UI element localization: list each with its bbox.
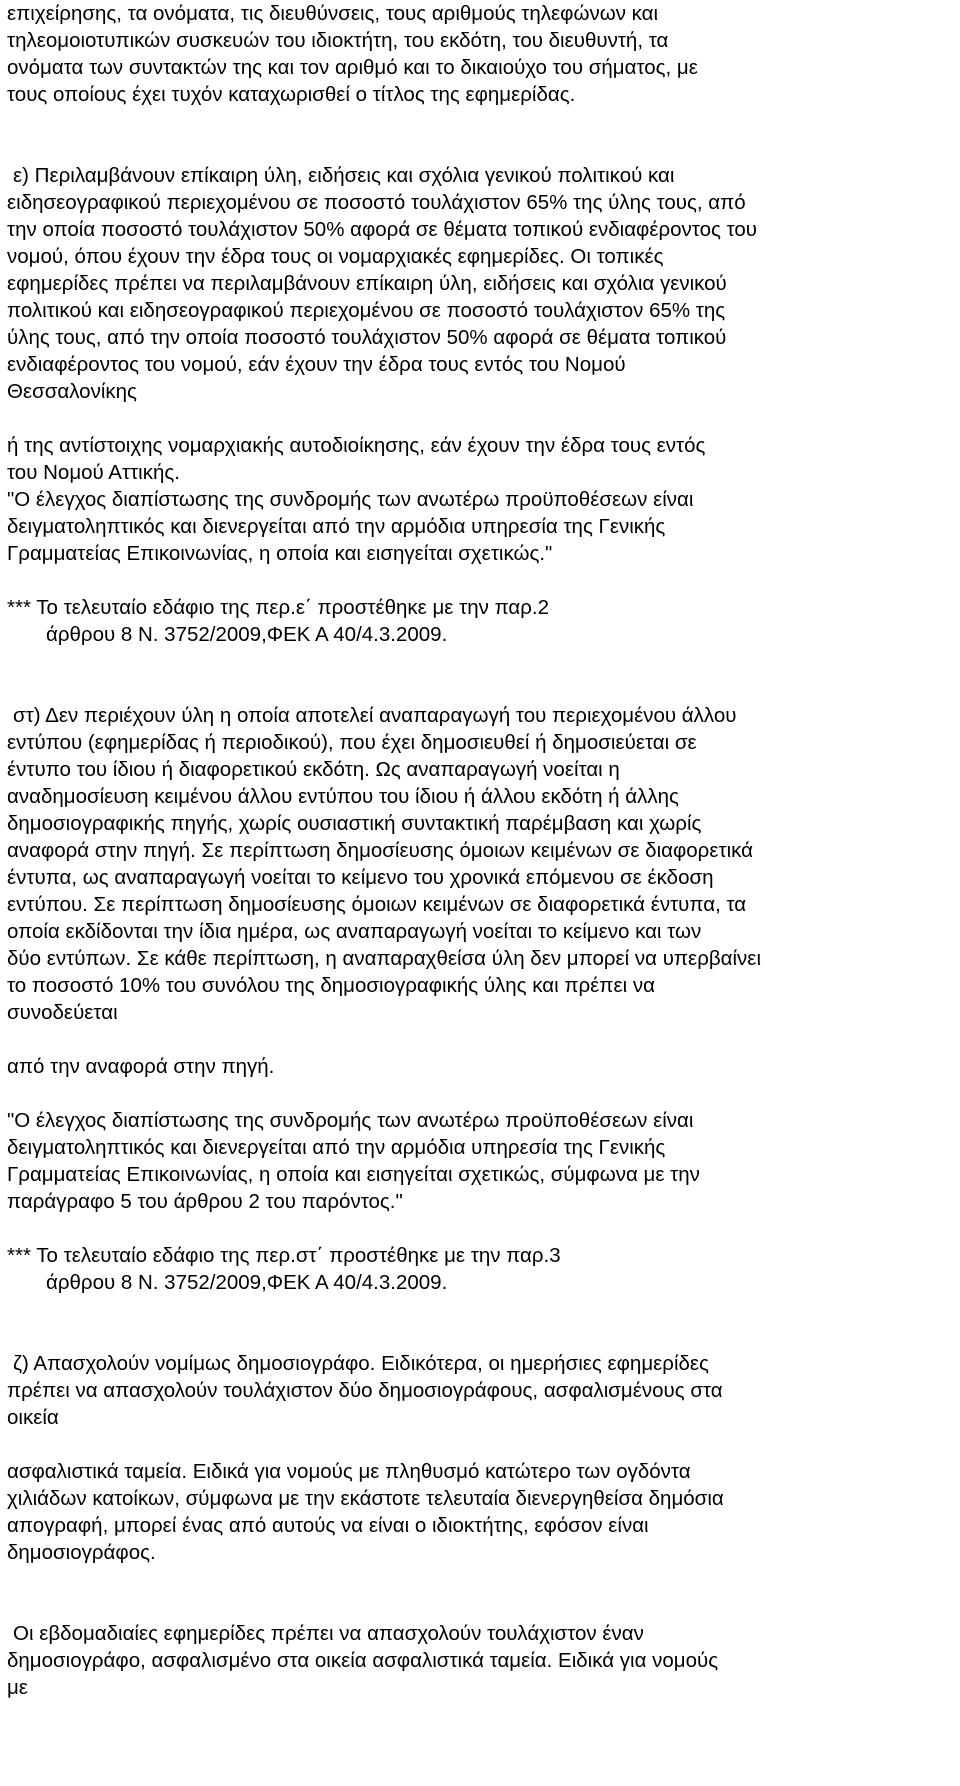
text-line: έντυπο του ίδιου ή διαφορετικού εκδότη. Ως αναπαραγωγή νοείται η (7, 758, 620, 781)
text-line: ύλης τους, από την οποία ποσοστό τουλάχιστον 50% αφορά σε θέματα τοπικού (7, 326, 727, 349)
text-line: ασφαλιστικά ταμεία. Ειδικά για νομούς με πληθυσμό κατώτερο των ογδόντα (7, 1460, 691, 1483)
text-line: ενδιαφέροντος του νομού, εάν έχουν την έδρα τους εντός του Νομού (7, 353, 626, 376)
text-line: Οι εβδομαδιαίες εφημερίδες πρέπει να απασχολούν τουλάχιστον έναν (13, 1622, 644, 1645)
text-line: οποία εκδίδονται την ίδια ημέρα, ως αναπαραγωγή νοείται το κείμενο και των (7, 920, 702, 943)
text-line: εντύπου (εφημερίδας ή περιοδικού), που έχει δημοσιευθεί ή δημοσιεύεται σε (7, 731, 697, 754)
text-line: ή της αντίστοιχης νομαρχιακής αυτοδιοίκησης, εάν έχουν την έδρα τους εντός (7, 434, 706, 457)
text-line: την οποία ποσοστό τουλάχιστον 50% αφορά σε θέματα τοπικού ενδιαφέροντος του (7, 218, 758, 241)
amendment-note: *** Το τελευταίο εδάφιο της περ.στ΄ προστέθηκε με την παρ.3 (7, 1244, 561, 1267)
text-line: εφημερίδες πρέπει να περιλαμβάνουν επίκαιρη ύλη, ειδήσεις και σχόλια γενικού (7, 272, 727, 295)
text-line: δημοσιογραφικής πηγής, χωρίς ουσιαστική συντακτική παρέμβαση και χωρίς (7, 812, 702, 835)
text-line: παράγραφο 5 του άρθρου 2 του παρόντος." (7, 1190, 403, 1213)
text-line: "Ο έλεγχος διαπίστωσης της συνδρομής των ανωτέρω προϋποθέσεων είναι (7, 1109, 694, 1132)
text-line: εντύπου. Σε περίπτωση δημοσίευσης όμοιων κειμένων σε διαφορετικά έντυπα, τα (7, 893, 747, 916)
text-line: δημοσιογράφος. (7, 1541, 156, 1564)
text-line: Θεσσαλονίκης (7, 380, 137, 403)
amendment-note: άρθρου 8 Ν. 3752/2009,ΦΕΚ Α 40/4.3.2009. (46, 623, 448, 646)
text-line: επιχείρησης, τα ονόματα, τις διευθύνσεις, τους αριθμούς τηλεφώνων και (7, 2, 659, 25)
text-line: πολιτικού και ειδησεογραφικού περιεχομένου σε ποσοστό τουλάχιστον 65% της (7, 299, 726, 322)
text-line: συνοδεύεται (7, 1001, 118, 1024)
text-line: απογραφή, μπορεί ένας από αυτούς να είναι ο ιδιοκτήτης, εφόσον είναι (7, 1514, 649, 1537)
text-line: το ποσοστό 10% του συνόλου της δημοσιογραφικής ύλης και πρέπει να (7, 974, 655, 997)
text-line: νομού, όπου έχουν την έδρα τους οι νομαρχιακές εφημερίδες. Οι τοπικές (7, 245, 664, 268)
text-line: ειδησεογραφικού περιεχομένου σε ποσοστό τουλάχιστον 65% της ύλης τους, από (7, 191, 746, 214)
amendment-note: *** Το τελευταίο εδάφιο της περ.ε΄ προστέθηκε με την παρ.2 (7, 596, 550, 619)
text-line: ζ) Απασχολούν νομίμως δημοσιογράφο. Ειδικότερα, οι ημερήσιες εφημερίδες (13, 1352, 709, 1375)
text-line: οικεία (7, 1406, 59, 1429)
text-line: στ) Δεν περιέχουν ύλη η οποία αποτελεί αναπαραγωγή του περιεχομένου άλλου (13, 704, 737, 727)
amendment-note: άρθρου 8 Ν. 3752/2009,ΦΕΚ Α 40/4.3.2009. (46, 1271, 448, 1294)
text-line: του Νομού Αττικής. (7, 461, 180, 484)
text-line: δημοσιογράφο, ασφαλισμένο στα οικεία ασφαλιστικά ταμεία. Ειδικά για νομούς (7, 1649, 719, 1672)
text-line: ε) Περιλαμβάνουν επίκαιρη ύλη, ειδήσεις και σχόλια γενικού πολιτικού και (13, 164, 675, 187)
text-line: χιλιάδων κατοίκων, σύμφωνα με την εκάστοτε τελευταία διενεργηθείσα δημόσια (7, 1487, 724, 1510)
text-line: τηλεομοιοτυπικών συσκευών του ιδιοκτήτη, του εκδότη, του διευθυντή, τα (7, 29, 669, 52)
text-line: έντυπα, ως αναπαραγωγή νοείται το κείμενο του χρονικά επόμενου σε έκδοση (7, 866, 714, 889)
text-line: από την αναφορά στην πηγή. (7, 1055, 275, 1078)
text-line: δειγματοληπτικός και διενεργείται από την αρμόδια υπηρεσία της Γενικής (7, 515, 666, 538)
text-line: δύο εντύπων. Σε κάθε περίπτωση, η αναπαραχθείσα ύλη δεν μπορεί να υπερβαίνει (7, 947, 761, 970)
text-line: Γραμματείας Επικοινωνίας, η οποία και εισηγείται σχετικώς." (7, 542, 553, 565)
text-line: με (7, 1676, 28, 1699)
text-line: "Ο έλεγχος διαπίστωσης της συνδρομής των ανωτέρω προϋποθέσεων είναι (7, 488, 694, 511)
text-line: ονόματα των συντακτών της και τον αριθμό και το δικαιούχο του σήματος, με (7, 56, 698, 79)
text-line: Γραμματείας Επικοινωνίας, η οποία και εισηγείται σχετικώς, σύμφωνα με την (7, 1163, 700, 1186)
text-line: πρέπει να απασχολούν τουλάχιστον δύο δημοσιογράφους, ασφαλισμένους στα (7, 1379, 723, 1402)
text-line: αναδημοσίευση κειμένου άλλου εντύπου του ίδιου ή άλλου εκδότη ή άλλης (7, 785, 679, 808)
text-line: δειγματοληπτικός και διενεργείται από την αρμόδια υπηρεσία της Γενικής (7, 1136, 666, 1159)
text-line: αναφορά στην πηγή. Σε περίπτωση δημοσίευσης όμοιων κειμένων σε διαφορετικά (7, 839, 753, 862)
text-line: τους οποίους έχει τυχόν καταχωρισθεί ο τίτλος της εφημερίδας. (7, 83, 576, 106)
